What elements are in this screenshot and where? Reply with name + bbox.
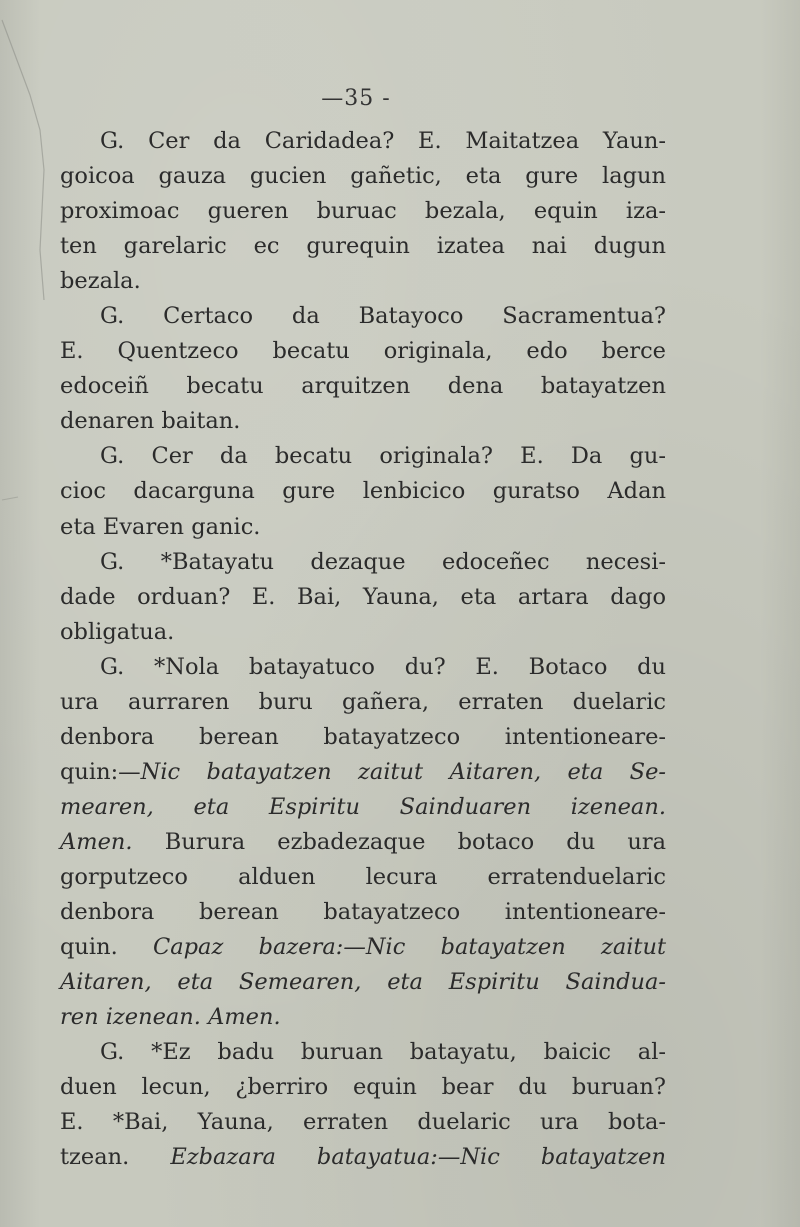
text-line: G. Cer da becatu originala? E. Da gu- [100, 443, 666, 470]
italic-phrase: Amen. [60, 828, 133, 855]
text-line: G. *Batayatu dezaque edoceñec necesi- [100, 548, 666, 575]
text-line: eta Evaren ganic. [60, 513, 261, 540]
text-line: denbora berean batayatzeco intentioneare- [60, 899, 666, 926]
text-line: edoceiñ becatu arquitzen dena batayatzen [60, 373, 666, 400]
text-line: ura aurraren buru gañera, erraten duelaric [60, 688, 666, 715]
text-line: denbora berean batayatzeco intentioneare- [60, 723, 666, 750]
text-line: G. *Ez badu buruan batayatu, baicic al- [100, 1039, 666, 1066]
text-line: dade orduan? E. Bai, Yauna, eta artara dago [60, 583, 666, 610]
text-line: ren izenean. Amen. [60, 1004, 281, 1031]
text-line: Amen. Burura ezbadezaque botaco du ura [60, 828, 666, 855]
text-line: quin:—Nic batayatzen zaitut Aitaren, eta Se- [60, 758, 666, 785]
text-line: goicoa gauza gucien gañetic, eta gure lagun [60, 163, 666, 190]
text-line: duen lecun, ¿berriro equin bear du buruan? [60, 1074, 666, 1101]
text-line: ten garelaric ec gurequin izatea nai dugun [60, 233, 666, 260]
text-line: obligatua. [60, 618, 175, 645]
text-line: cioc dacarguna gure lenbicico guratso Adan [60, 478, 666, 505]
text-line: tzean. Ezbazara batayatua:—Nic batayatzen [60, 1144, 666, 1171]
italic-phrase: Capaz bazera:—Nic batayatzen zaitut [153, 934, 666, 961]
text-line: Aitaren, eta Semearen, eta Espiritu Saindua- [60, 969, 666, 996]
text-line: G. *Nola batayatuco du? E. Botaco du [100, 653, 666, 680]
text-line: gorputzeco alduen lecura erratenduelaric [60, 863, 666, 890]
text-line: G. Cer da Caridadea? E. Maitatzea Yaun- [100, 128, 666, 154]
text-line: proximoac gueren buruac bezala, equin iza- [60, 198, 666, 225]
italic-phrase: Ezbazara batayatua:—Nic batayatzen [170, 1144, 666, 1171]
text-line: quin. Capaz bazera:—Nic batayatzen zaitut [60, 934, 666, 961]
page-number: —35 - [321, 86, 391, 111]
catechism-text [60, 124, 666, 1175]
text-line: E. Quentzeco becatu originala, edo berce [60, 338, 666, 365]
text-line: denaren baitan. [60, 408, 241, 435]
text-line: G. Certaco da Batayoco Sacramentua? [100, 303, 666, 330]
text-line: bezala. [60, 268, 141, 295]
page-margin-crease [0, 0, 60, 1227]
italic-phrase: Nic batayatzen zaitut Aitaren, eta Se- [140, 758, 666, 785]
text-line: E. *Bai, Yauna, erraten duelaric ura bota- [60, 1109, 666, 1136]
text-line: mearen, eta Espiritu Sainduaren izenean. [60, 793, 666, 820]
